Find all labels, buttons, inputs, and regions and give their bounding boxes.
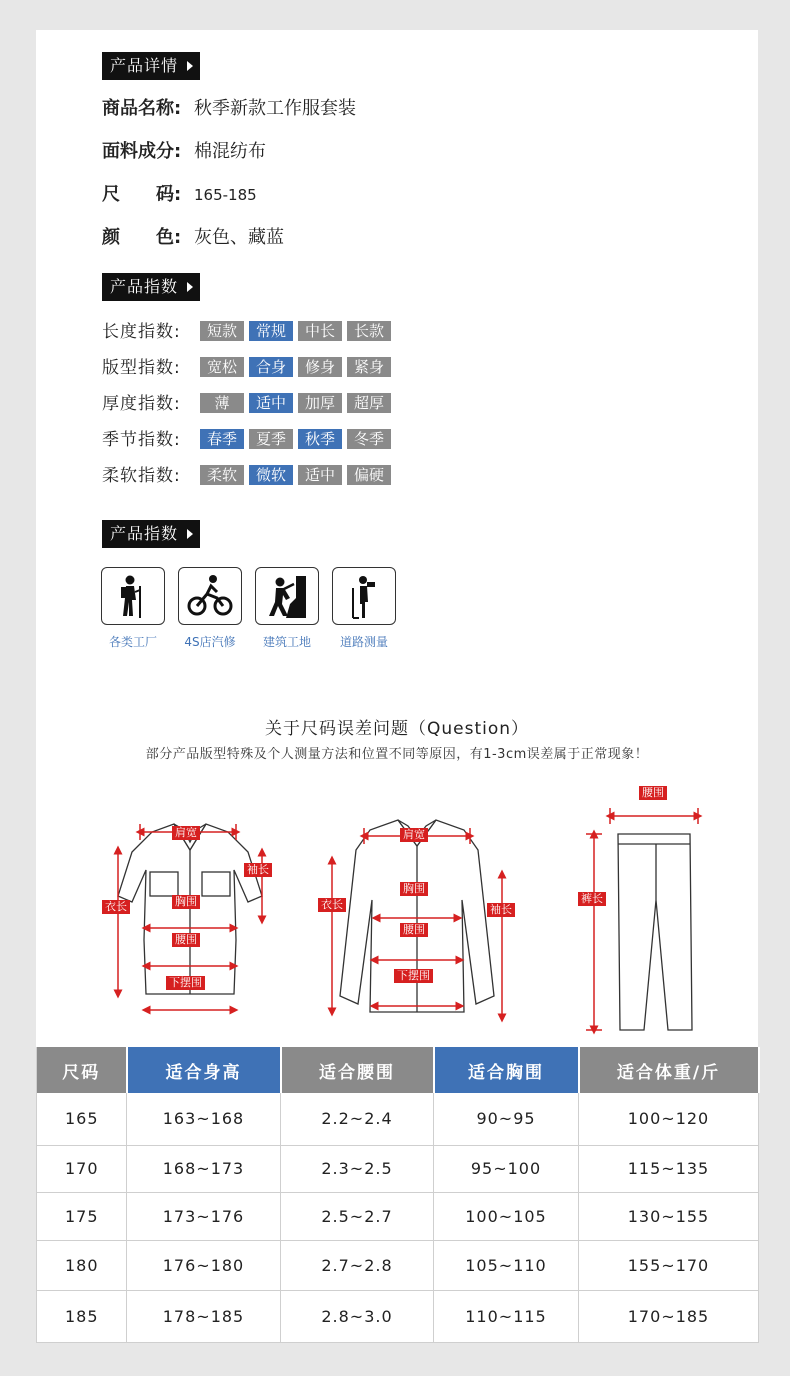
table-cell: 100~105 (434, 1192, 579, 1240)
detail-label: 尺 码: (102, 184, 182, 205)
label-hem: 下摆围 (166, 976, 205, 990)
table-cell: 163~168 (127, 1093, 281, 1145)
index-chip: 中长 (298, 321, 342, 341)
product-detail-sheet (36, 30, 758, 1342)
index-chip: 合身 (249, 357, 293, 377)
size-note-title: 关于尺码误差问题（Question） (264, 719, 530, 739)
index-chip: 夏季 (249, 429, 293, 449)
index-label: 季节指数: (102, 430, 181, 450)
detail-row-size (102, 182, 257, 208)
table-cell: 110~115 (434, 1290, 579, 1342)
details-section-title: 产品详情 (102, 52, 200, 80)
table-cell: 90~95 (434, 1093, 579, 1145)
index-section-title: 产品指数 (102, 273, 200, 301)
header-chest: 适合胸围 (434, 1047, 579, 1093)
index-chip: 柔软 (200, 465, 244, 485)
table-cell: 170~185 (579, 1290, 759, 1342)
label-waist: 腰围 (639, 786, 667, 800)
climber-icon (255, 567, 319, 625)
header-size: 尺码 (37, 1047, 127, 1093)
size-note-subtitle: 部分产品版型特殊及个人测量方法和位置不同等原因，有1-3cm误差属于正常现象！ (145, 747, 649, 762)
index-label: 柔软指数: (102, 466, 181, 486)
index-chip: 紧身 (347, 357, 391, 377)
header-height: 适合身高 (127, 1047, 281, 1093)
table-cell: 2.7~2.8 (281, 1240, 434, 1290)
header-waist: 适合腰围 (281, 1047, 434, 1093)
label-length: 衣长 (318, 898, 346, 912)
size-table (36, 1047, 760, 1343)
index-chip: 加厚 (298, 393, 342, 413)
index-chip: 超厚 (347, 393, 391, 413)
short-shirt-drawing (118, 824, 262, 994)
index-chip: 适中 (298, 465, 342, 485)
table-cell: 2.8~3.0 (281, 1290, 434, 1342)
table-cell: 2.5~2.7 (281, 1192, 434, 1240)
detail-value: 灰色、藏蓝 (194, 227, 284, 248)
scene-label: 各类工厂 (108, 635, 157, 649)
hiker-icon (101, 567, 165, 625)
scene-label: 道路测量 (339, 635, 388, 649)
garment-diagrams (36, 790, 758, 1040)
table-cell: 176~180 (127, 1240, 281, 1290)
detail-row-name (102, 96, 356, 122)
label-sleeve: 袖长 (244, 863, 272, 877)
scene-item-factory (100, 567, 166, 650)
long-shirt-drawing (340, 820, 494, 1012)
table-cell: 115~135 (579, 1145, 759, 1192)
pants-drawing (618, 834, 692, 1030)
index-row-thickness (102, 393, 396, 415)
table-cell: 165 (37, 1093, 127, 1145)
label-length: 衣长 (102, 900, 130, 914)
scene-item-construction (254, 567, 320, 650)
detail-row-color (102, 225, 284, 251)
index-chip: 常规 (249, 321, 293, 341)
cyclist-icon (178, 567, 242, 625)
table-cell: 180 (37, 1240, 127, 1290)
index-chip: 修身 (298, 357, 342, 377)
index-chip: 冬季 (347, 429, 391, 449)
table-cell: 178~185 (127, 1290, 281, 1342)
index-label: 厚度指数: (102, 394, 181, 414)
surveyor-icon (332, 567, 396, 625)
detail-value: 棉混纺布 (194, 141, 266, 162)
table-cell: 185 (37, 1290, 127, 1342)
table-cell: 170 (37, 1145, 127, 1192)
index-chip: 秋季 (298, 429, 342, 449)
label-chest: 胸围 (172, 895, 200, 909)
table-cell: 105~110 (434, 1240, 579, 1290)
table-row (37, 1192, 759, 1240)
label-pants-length: 裤长 (578, 892, 606, 906)
detail-label: 颜 色: (102, 227, 182, 248)
index-chip: 适中 (249, 393, 293, 413)
table-cell: 95~100 (434, 1145, 579, 1192)
table-row (37, 1145, 759, 1192)
detail-value: 秋季新款工作服套装 (194, 98, 356, 119)
index-chip: 薄 (200, 393, 244, 413)
detail-label: 商品名称: (102, 98, 182, 119)
detail-label: 面料成分: (102, 141, 182, 162)
table-cell: 2.3~2.5 (281, 1145, 434, 1192)
detail-row-fabric (102, 139, 266, 165)
index-chip: 春季 (200, 429, 244, 449)
header-weight: 适合体重/斤 (579, 1047, 759, 1093)
scene-section-title: 产品指数 (102, 520, 200, 548)
index-chip: 短款 (200, 321, 244, 341)
label-waist: 腰围 (400, 923, 428, 937)
index-row-softness (102, 465, 396, 487)
label-waist: 腰围 (172, 933, 200, 947)
table-cell: 168~173 (127, 1145, 281, 1192)
table-cell: 173~176 (127, 1192, 281, 1240)
label-hem: 下摆围 (394, 969, 433, 983)
scene-label: 建筑工地 (262, 635, 311, 649)
scene-label: 4S店汽修 (184, 635, 236, 649)
detail-value: 165-185 (194, 186, 257, 204)
label-sleeve: 袖长 (487, 903, 515, 917)
index-chip: 宽松 (200, 357, 244, 377)
table-cell: 2.2~2.4 (281, 1093, 434, 1145)
scene-item-auto-repair (177, 567, 243, 650)
index-row-length (102, 321, 396, 343)
table-row (37, 1093, 759, 1145)
table-cell: 175 (37, 1192, 127, 1240)
index-label: 长度指数: (102, 322, 181, 342)
table-row (37, 1290, 759, 1342)
label-shoulder: 肩宽 (172, 826, 200, 840)
scene-item-road-survey (331, 567, 397, 650)
table-row (37, 1240, 759, 1290)
table-cell: 155~170 (579, 1240, 759, 1290)
index-row-season (102, 429, 396, 451)
table-cell: 130~155 (579, 1192, 759, 1240)
table-cell: 100~120 (579, 1093, 759, 1145)
index-chip: 偏硬 (347, 465, 391, 485)
size-table-header (37, 1047, 759, 1093)
label-shoulder: 肩宽 (400, 828, 428, 842)
index-row-fit (102, 357, 396, 379)
index-chip: 微软 (249, 465, 293, 485)
index-chip: 长款 (347, 321, 391, 341)
label-chest: 胸围 (400, 882, 428, 896)
index-label: 版型指数: (102, 358, 181, 378)
